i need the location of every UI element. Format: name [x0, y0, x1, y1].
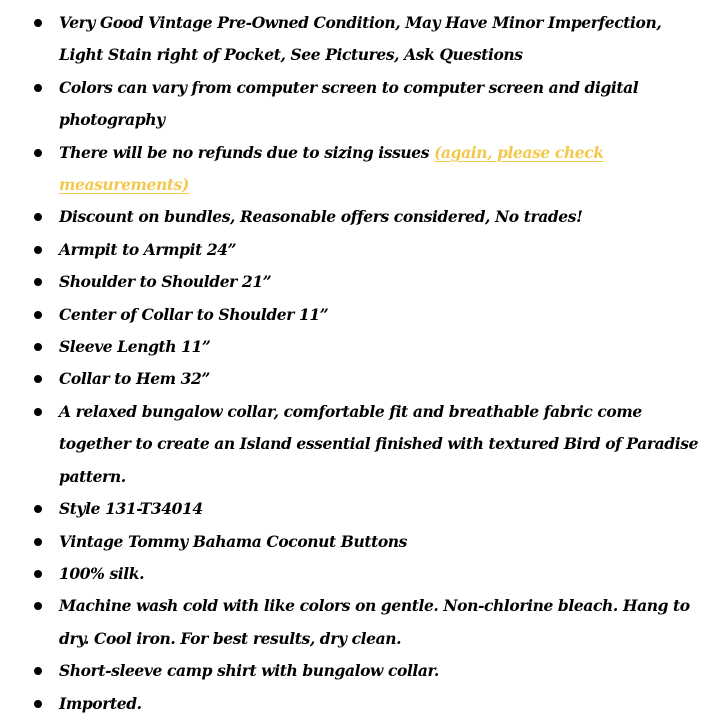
list-item-collar-shoulder	[34, 299, 706, 331]
item-text: Short-sleeve camp shirt with bungalow collar.	[59, 661, 439, 681]
list-item-origin	[34, 688, 706, 720]
item-text: There will be no refunds due to sizing issues	[59, 142, 435, 162]
bullet-dot-icon	[34, 602, 42, 610]
bullet-dot-icon	[34, 375, 42, 383]
list-item-style	[34, 493, 706, 525]
measurements-link[interactable]: (again, please check measurements)	[59, 142, 604, 195]
bullet-dot-icon	[34, 84, 42, 92]
bullet-dot-icon	[34, 311, 42, 319]
list-item-type	[34, 655, 706, 687]
item-text: Colors can vary from computer screen to computer screen and digital photography	[59, 77, 639, 130]
item-text: 100% silk.	[59, 563, 145, 583]
item-text: Discount on bundles, Reasonable offers considered, No trades!	[59, 207, 583, 227]
bullet-dot-icon	[34, 278, 42, 286]
bullet-dot-icon	[34, 538, 42, 546]
list-item-material	[34, 558, 706, 590]
bullet-dot-icon	[34, 505, 42, 513]
bullet-dot-icon	[34, 570, 42, 578]
item-text: Sleeve Length 11”	[59, 337, 211, 357]
bullet-dot-icon	[34, 343, 42, 351]
list-item-refund-policy	[34, 137, 706, 202]
list-item-sleeve	[34, 331, 706, 363]
bullet-dot-icon	[34, 213, 42, 221]
list-item-buttons	[34, 526, 706, 558]
list-item-shoulder	[34, 266, 706, 298]
item-text: Shoulder to Shoulder 21”	[59, 272, 272, 292]
bullet-dot-icon	[34, 700, 42, 708]
item-text: Machine wash cold with like colors on gentle. Non-chlorine bleach. Hang to dry. Cool iron. For best results, dry clean.	[59, 596, 690, 648]
list-item-description	[34, 396, 706, 493]
item-text: Imported.	[59, 693, 142, 713]
bullet-dot-icon	[34, 667, 42, 675]
list-item-care	[34, 590, 706, 655]
list-item-discount	[34, 201, 706, 233]
item-text: Style 131-T34014	[59, 499, 203, 519]
item-text: Center of Collar to Shoulder 11”	[59, 304, 329, 324]
item-text: A relaxed bungalow collar, comfortable fit and breathable fabric come together to create an Island essential finished with textured Bird of Paradise pattern.	[59, 401, 699, 486]
bullet-dot-icon	[34, 408, 42, 416]
list-item-collar-hem	[34, 363, 706, 395]
list-item-armpit	[34, 234, 706, 266]
item-text: Vintage Tommy Bahama Coconut Buttons	[59, 531, 407, 551]
bullet-dot-icon	[34, 149, 42, 157]
item-text: Armpit to Armpit 24”	[59, 239, 237, 259]
item-text: Collar to Hem 32”	[59, 369, 210, 389]
item-text: Very Good Vintage Pre-Owned Condition, May Have Minor Imperfection, Light Stain right of Pocket, See Pictures, Ask Questions	[59, 13, 662, 65]
bullet-dot-icon	[34, 19, 42, 27]
list-item-color-note	[34, 72, 706, 137]
bullet-dot-icon	[34, 246, 42, 254]
list-item-condition	[34, 7, 706, 72]
